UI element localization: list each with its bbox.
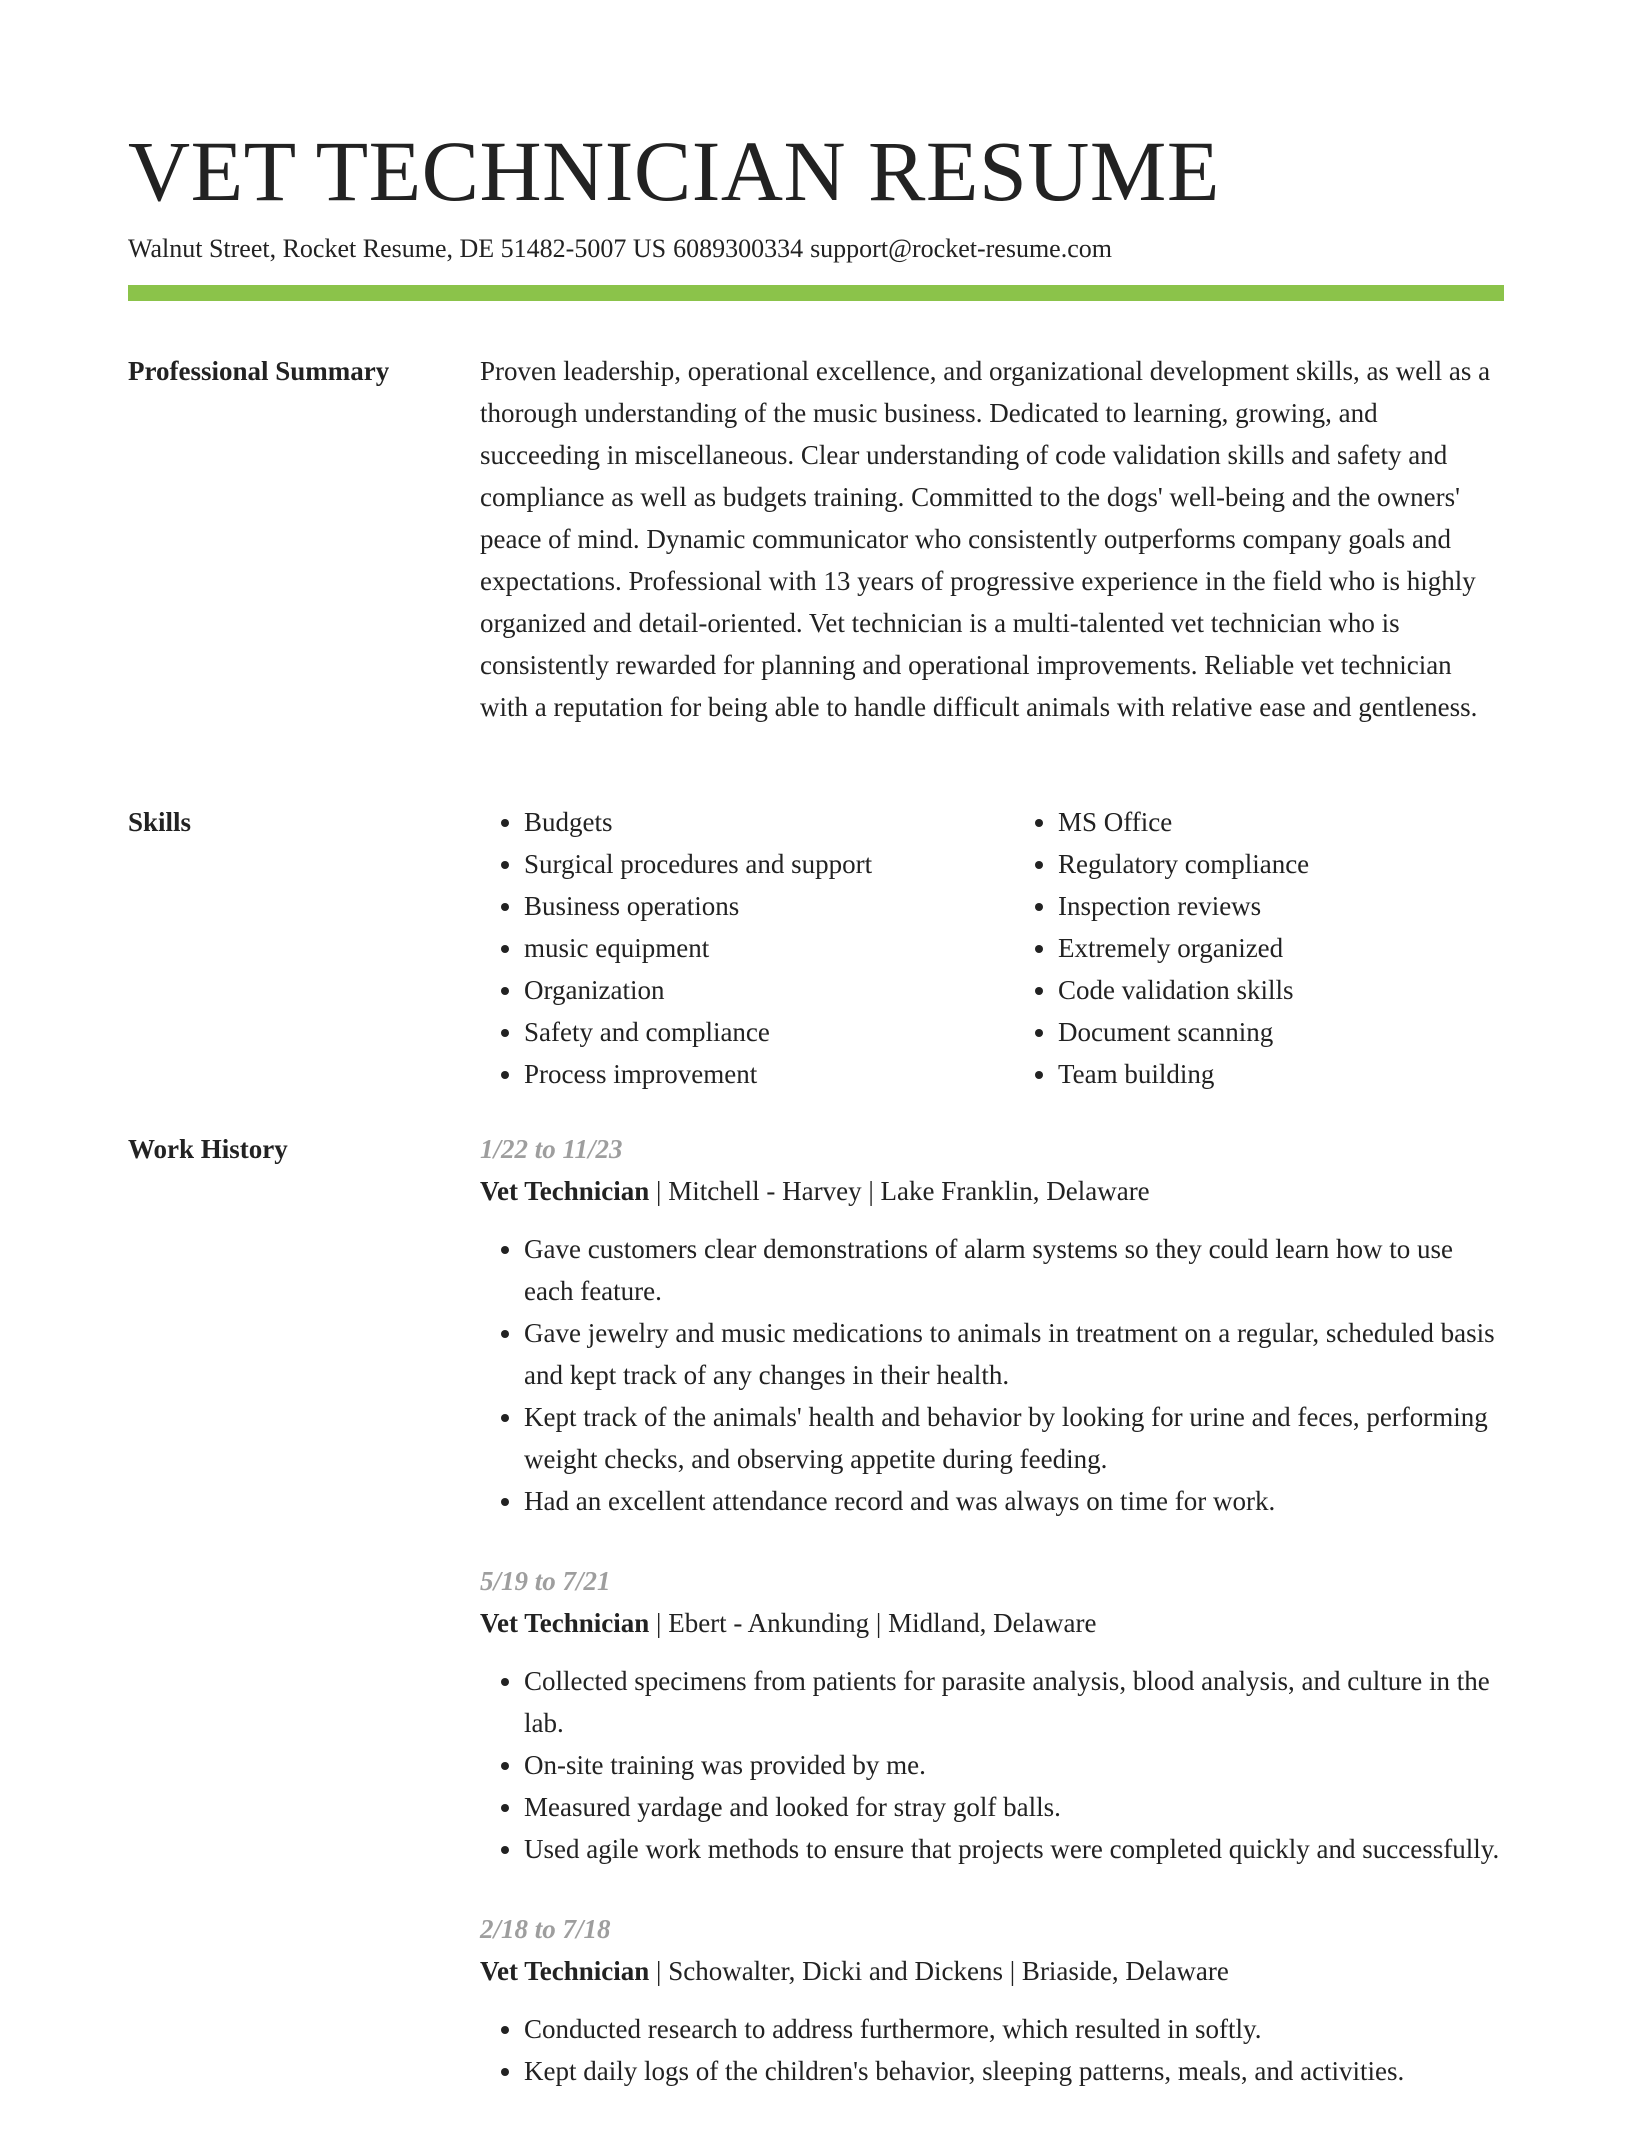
skills-body bbox=[480, 801, 1504, 1095]
summary-text: Proven leadership, operational excellence, and organizational development skills, as well as a thorough understanding of the music business. Dedicated to learning, growing, and succeeding in miscellaneous. Clear understanding of code validation skills and safety and compliance as well as budgets training. Committed to the dogs' well-being and the owners' peace of mind. Dynamic communicator who consistently outperforms company goals and expectations. Professional with 13 years of progressive experience in the field who is highly organized and detail-oriented. Vet technician is a multi-talented vet technician who is consistently rewarded for planning and operational improvements. Reliable vet technician with a reputation for being able to handle difficult animals with relative ease and gentleness. bbox=[480, 356, 1491, 722]
job-heading bbox=[480, 1602, 1504, 1644]
job-title: Vet Technician bbox=[480, 1176, 650, 1206]
skill-item: • Safety and compliance bbox=[524, 1011, 970, 1053]
skill-item: • Code validation skills bbox=[1058, 969, 1504, 1011]
duty-item: • Conducted research to address furthermore, which resulted in softly. bbox=[524, 2008, 1504, 2050]
skill-item: • MS Office bbox=[1058, 801, 1504, 843]
duty-item: • Collected specimens from patients for parasite analysis, blood analysis, and culture in the lab. bbox=[524, 1660, 1504, 1744]
duty-item: • Gave customers clear demonstrations of alarm systems so they could learn how to use each feature. bbox=[524, 1228, 1504, 1312]
duty-item: • Had an excellent attendance record and was always on time for work. bbox=[524, 1480, 1504, 1522]
skill-item: • Surgical procedures and support bbox=[524, 843, 970, 885]
job-dates: 2/18 to 7/18 bbox=[480, 1914, 611, 1944]
job-duties bbox=[480, 2008, 1504, 2092]
contact-phone: 6089300334 bbox=[673, 234, 804, 263]
job-details: | Ebert - Ankunding | Midland, Delaware bbox=[649, 1608, 1097, 1638]
skills-list-right bbox=[1014, 801, 1504, 1095]
work-history-body bbox=[480, 1128, 1504, 2130]
contact-line bbox=[128, 230, 1112, 268]
skill-item: • Team building bbox=[1058, 1053, 1504, 1095]
work-history-heading: Work History bbox=[128, 1134, 288, 1164]
resume-title: VET TECHNICIAN RESUME bbox=[128, 123, 1220, 219]
skill-item: • music equipment bbox=[524, 927, 970, 969]
job-title: Vet Technician bbox=[480, 1608, 650, 1638]
job-entry bbox=[480, 1560, 1504, 1870]
skill-item: • Organization bbox=[524, 969, 970, 1011]
job-dates: 5/19 to 7/21 bbox=[480, 1566, 611, 1596]
job-dates: 1/22 to 11/23 bbox=[480, 1134, 623, 1164]
duty-item: • Used agile work methods to ensure that projects were completed quickly and successfully. bbox=[524, 1828, 1504, 1870]
skill-item: • Inspection reviews bbox=[1058, 885, 1504, 927]
job-details: | Schowalter, Dicki and Dickens | Briaside, Delaware bbox=[649, 1956, 1229, 1986]
job-heading bbox=[480, 1950, 1504, 1992]
duty-item: • Measured yardage and looked for stray golf balls. bbox=[524, 1786, 1504, 1828]
contact-email: support@rocket-resume.com bbox=[810, 234, 1112, 263]
duty-item: • On-site training was provided by me. bbox=[524, 1744, 1504, 1786]
skill-item: • Business operations bbox=[524, 885, 970, 927]
summary-body bbox=[480, 350, 1504, 728]
job-entry bbox=[480, 1908, 1504, 2092]
duty-item: • Kept daily logs of the children's behavior, sleeping patterns, meals, and activities. bbox=[524, 2050, 1504, 2092]
header-divider bbox=[128, 285, 1504, 301]
skill-item: • Process improvement bbox=[524, 1053, 970, 1095]
duty-item: • Kept track of the animals' health and behavior by looking for urine and feces, performing weight checks, and observing appetite during feeding. bbox=[524, 1396, 1504, 1480]
skill-item: • Budgets bbox=[524, 801, 970, 843]
skills-heading: Skills bbox=[128, 807, 192, 837]
job-duties bbox=[480, 1660, 1504, 1870]
skill-item: • Regulatory compliance bbox=[1058, 843, 1504, 885]
summary-heading: Professional Summary bbox=[128, 356, 390, 386]
job-title: Vet Technician bbox=[480, 1956, 650, 1986]
job-duties bbox=[480, 1228, 1504, 1522]
job-heading bbox=[480, 1170, 1504, 1212]
skill-item: • Extremely organized bbox=[1058, 927, 1504, 969]
skills-list-left bbox=[480, 801, 970, 1095]
job-entry bbox=[480, 1128, 1504, 1522]
duty-item: • Gave jewelry and music medications to animals in treatment on a regular, scheduled basis and kept track of any changes in their health. bbox=[524, 1312, 1504, 1396]
skill-item: • Document scanning bbox=[1058, 1011, 1504, 1053]
contact-address: Walnut Street, Rocket Resume, DE 51482-5007 US bbox=[128, 234, 667, 263]
job-details: | Mitchell - Harvey | Lake Franklin, Delaware bbox=[649, 1176, 1150, 1206]
